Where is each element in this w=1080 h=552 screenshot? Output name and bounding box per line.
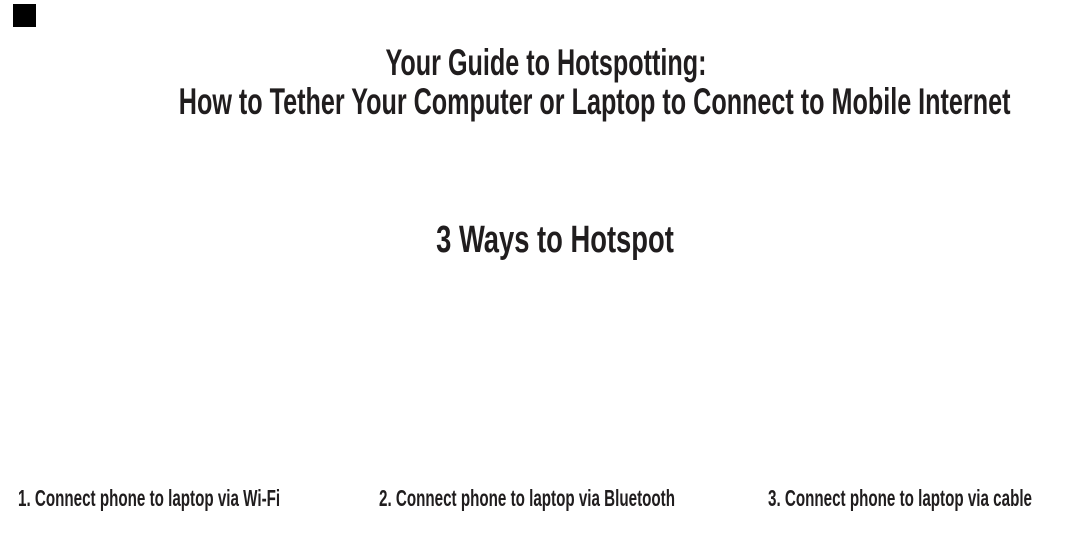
page-title-line2: How to Tether Your Computer or Laptop to Connect to Mobile Internet (178, 81, 1011, 122)
page-title-line1: Your Guide to Hotspotting: (385, 42, 707, 83)
section-subtitle: 3 Ways to Hotspot (436, 219, 674, 261)
step-caption-wifi: 1. Connect phone to laptop via Wi-Fi (18, 485, 281, 511)
page-title (178, 42, 1011, 122)
step-caption-cable: 3. Connect phone to laptop via cable (768, 485, 1032, 511)
black-square-marker (13, 4, 36, 27)
step-caption-bluetooth: 2. Connect phone to laptop via Bluetooth (379, 485, 676, 511)
